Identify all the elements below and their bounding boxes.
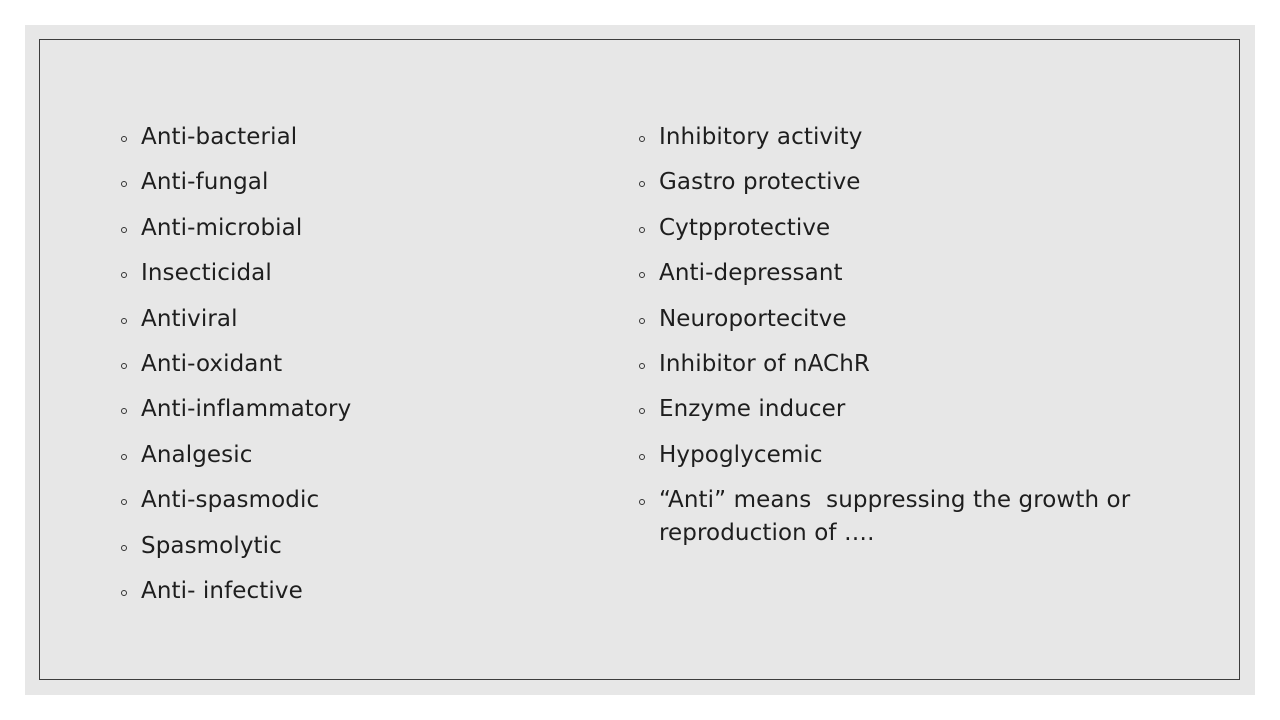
- list-item-text: “Anti” means suppressing the growth or reproduction of ….: [659, 487, 1138, 547]
- bullet-circle-icon: [639, 136, 645, 142]
- list-item: [121, 212, 601, 257]
- list-item: [121, 575, 601, 620]
- list-item-text: Spasmolytic: [141, 532, 282, 559]
- list-item-text: Gastro protective: [659, 169, 861, 196]
- list-item-text: Cytpprotective: [659, 214, 831, 241]
- list-item-text: Anti-microbial: [141, 214, 303, 241]
- list-item-text: Anti-oxidant: [141, 350, 283, 377]
- bullet-circle-icon: [639, 318, 645, 324]
- bullet-circle-icon: [639, 408, 645, 414]
- list-item-text: Anti-bacterial: [141, 124, 298, 150]
- bullet-circle-icon: [639, 454, 645, 460]
- bullet-circle-icon: [639, 227, 645, 233]
- list-item-text: Neuroportecitve: [659, 305, 847, 332]
- list-item: [121, 121, 601, 166]
- list-item-text: Anti-fungal: [141, 169, 269, 196]
- list-item: [639, 121, 1199, 166]
- list-item-text: Anti-inflammatory: [141, 396, 352, 423]
- bullet-circle-icon: [121, 590, 127, 596]
- bullet-circle-icon: [639, 272, 645, 278]
- list-item: [639, 439, 1199, 484]
- bullet-circle-icon: [639, 181, 645, 187]
- bullet-circle-icon: [639, 499, 645, 505]
- list-item: [639, 348, 1199, 393]
- left-bullet-list: [121, 121, 601, 620]
- list-item: [121, 166, 601, 211]
- list-item: [121, 393, 601, 438]
- list-item-text: Anti- infective: [141, 577, 303, 604]
- bullet-circle-icon: [121, 454, 127, 460]
- bullet-circle-icon: [121, 363, 127, 369]
- bullet-circle-icon: [121, 272, 127, 278]
- bullet-circle-icon: [121, 408, 127, 414]
- list-item: [121, 257, 601, 302]
- list-item: [639, 257, 1199, 302]
- list-item: [639, 166, 1199, 211]
- list-item-text: Hypoglycemic: [659, 441, 823, 468]
- bullet-circle-icon: [121, 318, 127, 324]
- bullet-circle-icon: [121, 499, 127, 505]
- list-item-text: Enzyme inducer: [659, 396, 846, 423]
- bullet-circle-icon: [121, 181, 127, 187]
- bullet-circle-icon: [121, 136, 127, 142]
- list-item: [639, 212, 1199, 257]
- right-bullet-list: [639, 121, 1199, 550]
- bullet-circle-icon: [121, 227, 127, 233]
- bullet-circle-icon: [121, 545, 127, 551]
- list-item: [121, 348, 601, 393]
- bullet-circle-icon: [639, 363, 645, 369]
- list-item-text: Anti-spasmodic: [141, 487, 320, 514]
- list-item: [121, 303, 601, 348]
- list-item: [639, 484, 1199, 550]
- list-item-text: Analgesic: [141, 441, 253, 468]
- list-item-text: Inhibitor of nAChR: [659, 350, 870, 377]
- list-item: [639, 393, 1199, 438]
- list-item-text: Inhibitory activity: [659, 124, 863, 150]
- list-item-text: Antiviral: [141, 305, 238, 332]
- list-item-text: Anti-depressant: [659, 260, 843, 287]
- list-item: [121, 484, 601, 529]
- list-item-text: Insecticidal: [141, 260, 272, 287]
- list-item: [121, 439, 601, 484]
- list-item: [639, 303, 1199, 348]
- list-item: [121, 530, 601, 575]
